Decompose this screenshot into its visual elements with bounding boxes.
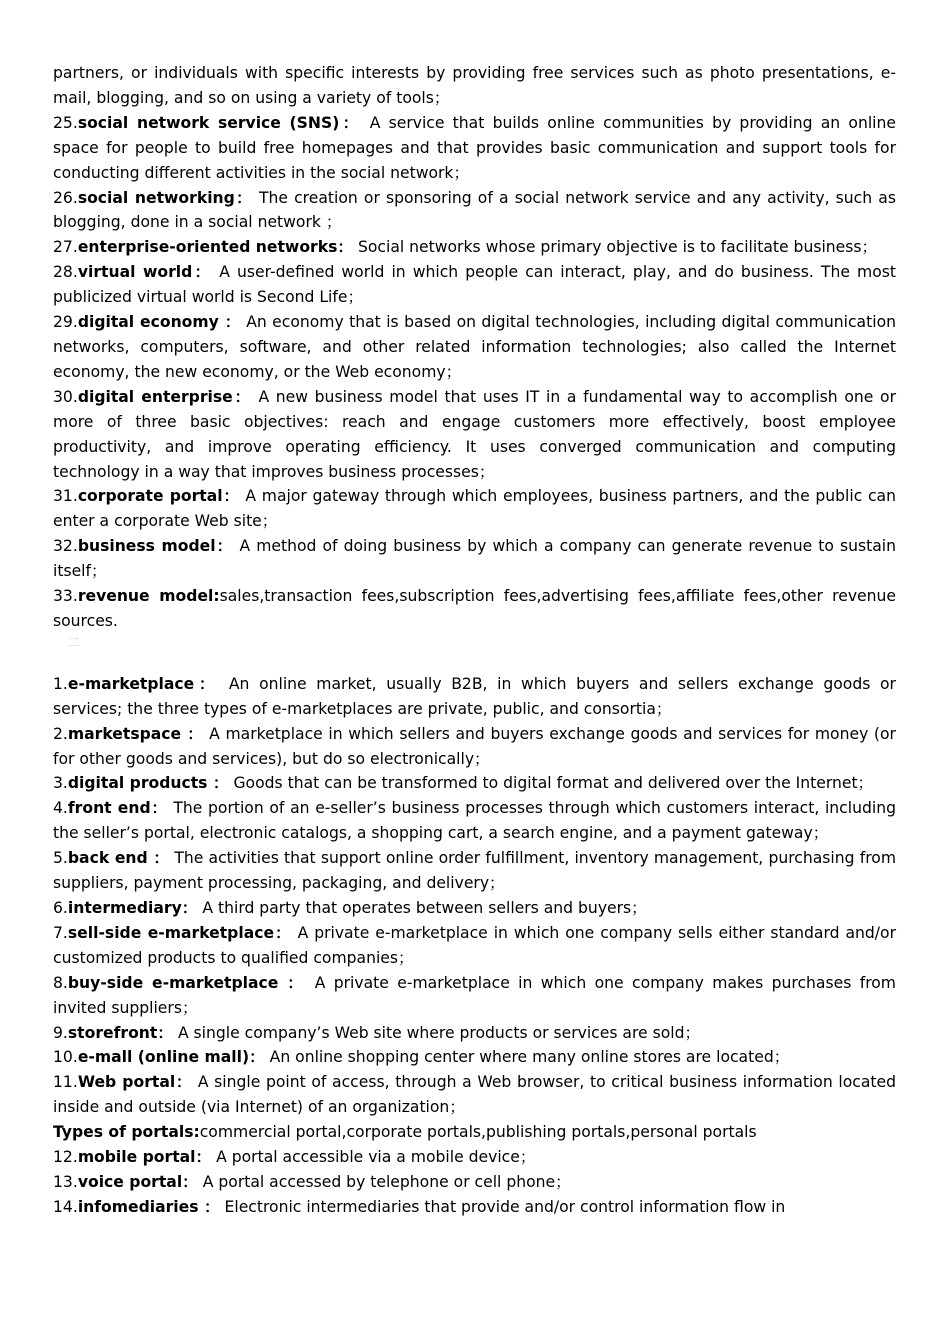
entry-definition: A marketplace in which sellers and buyers exchange goods and services for money (or for other goods and services), but do so electronically； xyxy=(53,724,896,768)
entry-separator: ： xyxy=(234,188,253,207)
entry-definition: An economy that is based on digital technologies, including digital communication networks, computers, software, and other related information technologies; also called the Internet economy, the new economy, or the Web economy； xyxy=(53,313,896,381)
entry-term: social network service (SNS) xyxy=(77,113,340,132)
entry-term: back end xyxy=(67,849,148,868)
entry-definition: A major gateway through which employees, business partners, and the public can enter a corporate Web site； xyxy=(53,487,896,531)
glossary-entry xyxy=(53,385,896,485)
entry-definition: A single company’s Web site where products or services are sold； xyxy=(177,1023,701,1042)
entry-term: mobile portal xyxy=(77,1148,196,1167)
section-two-marker xyxy=(53,634,896,672)
entry-number: 27. xyxy=(53,238,78,257)
glossary-entry xyxy=(53,186,896,236)
entry-definition: A portal accessible via a mobile device； xyxy=(216,1148,536,1167)
glossary-entry xyxy=(53,1170,896,1195)
entry-term: e-mall (online mall) xyxy=(77,1048,250,1067)
entry-separator: ： xyxy=(274,923,292,942)
entry-definition: Goods that can be transformed to digital format and delivered over the Internet； xyxy=(233,774,874,793)
entry-number: 9. xyxy=(53,1023,68,1042)
entry-term: intermediary xyxy=(67,899,182,917)
entry-number: 6. xyxy=(53,899,68,917)
entry-definition: A portal accessed by telephone or cell phone； xyxy=(202,1172,571,1191)
entry-separator: ： xyxy=(337,238,353,257)
entry-separator: ： xyxy=(222,487,240,506)
intro-tail-paragraph: partners, or individuals with specific interests by providing free services such as photo presentations, e-mail, blogging, and so on using a variety of tools； xyxy=(53,64,896,107)
entry-term: front end xyxy=(67,799,151,818)
entry-number: 11. xyxy=(53,1073,78,1092)
entry-number: 31. xyxy=(53,487,78,506)
entry-separator: ： xyxy=(150,799,168,818)
entry-term: business model xyxy=(77,537,216,556)
section-two-heading: 二 xyxy=(67,636,81,651)
glossary-entry xyxy=(53,921,896,971)
entry-definition: A single point of access, through a Web browser, to critical business information located inside and outside (via Internet) of an organization； xyxy=(53,1073,896,1117)
types-of-portals-entry xyxy=(53,1120,896,1145)
glossary-entry xyxy=(53,672,896,722)
entry-number: 14. xyxy=(53,1197,78,1216)
entry-term: social networking xyxy=(77,188,235,207)
glossary-entry xyxy=(53,1021,896,1046)
entry-separator: ： xyxy=(192,263,213,282)
glossary-entry xyxy=(53,484,896,534)
glossary-entry xyxy=(53,846,896,896)
types-of-portals-definition: commercial portal,corporate portals,publishing portals,personal portals xyxy=(199,1123,757,1142)
entry-number: 26. xyxy=(53,188,78,207)
glossary-entry xyxy=(53,1145,896,1170)
entry-definition: Social networks whose primary objective is to facilitate business； xyxy=(357,238,878,257)
entry-separator: ： xyxy=(215,537,234,556)
entry-separator: ： xyxy=(278,973,307,992)
entry-definition: An online shopping center where many online stores are located； xyxy=(269,1048,790,1067)
entry-separator: ： xyxy=(194,674,220,693)
entry-number: 32. xyxy=(53,537,78,556)
document-page xyxy=(53,61,896,1220)
entry-definition: sales,transaction fees,subscription fees,advertising fees,affiliate fees,other revenue sources. xyxy=(53,587,897,630)
glossary-entry xyxy=(53,111,896,186)
entry-separator: ： xyxy=(249,1048,265,1067)
entry-number: 2. xyxy=(53,724,68,743)
entry-term: Web portal xyxy=(77,1073,176,1092)
entry-separator: ： xyxy=(207,774,229,793)
section-one-glossary xyxy=(53,111,896,634)
entry-definition: A service that builds online communities by providing an online space for people to build free homepages and that provides basic communication and support tools for conducting different activities in the social network； xyxy=(53,113,896,182)
glossary-entry xyxy=(53,1195,896,1220)
entry-term: marketspace xyxy=(67,724,182,743)
entry-separator: ： xyxy=(175,1073,193,1092)
entry-separator: ： xyxy=(157,1023,173,1042)
entry-number: 12. xyxy=(53,1148,78,1167)
entry-term: revenue model: xyxy=(77,587,220,606)
entry-separator: ： xyxy=(147,849,170,868)
entry-separator: ： xyxy=(181,899,198,917)
entry-term: sell-side e-marketplace xyxy=(67,923,275,942)
section-two-glossary xyxy=(53,672,896,1120)
entry-separator: ： xyxy=(181,724,204,743)
entry-term: voice portal xyxy=(77,1172,183,1191)
entry-definition: The creation or sponsoring of a social network service and any activity, such as blogging, done in a social network ； xyxy=(53,188,896,232)
glossary-entry xyxy=(53,584,896,634)
entry-definition: The activities that support online order fulfillment, inventory management, purchasing from suppliers, payment processing, packaging, and delivery； xyxy=(53,849,897,893)
glossary-entry xyxy=(53,235,896,260)
entry-term: corporate portal xyxy=(77,487,223,506)
entry-definition: A private e-marketplace in which one company sells either standard and/or customized products to qualified companies； xyxy=(53,923,897,967)
glossary-entry xyxy=(53,896,896,921)
entry-definition: A user-defined world in which people can interact, play, and do business. The most publicized virtual world is Second Life； xyxy=(53,263,896,307)
entry-term: storefront xyxy=(67,1023,158,1042)
entry-number: 33. xyxy=(53,587,78,606)
entry-definition: A private e-marketplace in which one company makes purchases from invited suppliers； xyxy=(53,973,897,1017)
entry-definition: Electronic intermediaries that provide and/or control information flow in xyxy=(224,1197,786,1216)
entry-definition: A third party that operates between sellers and buyers； xyxy=(202,899,647,917)
types-of-portals-term: Types of portals: xyxy=(53,1123,200,1142)
entry-number: 30. xyxy=(53,387,78,406)
entry-term: e-marketplace xyxy=(67,674,195,693)
glossary-entry xyxy=(53,971,896,1021)
entry-term: digital products xyxy=(67,774,208,793)
entry-number: 5. xyxy=(53,849,68,868)
glossary-entry xyxy=(53,722,896,772)
glossary-entry xyxy=(53,310,896,385)
entry-term: digital enterprise xyxy=(77,387,233,406)
entry-term: digital economy xyxy=(77,313,219,332)
entry-definition: The portion of an e-seller’s business processes through which customers interact, including the seller’s portal, electronic catalogs, a shopping cart, a search engine, and a payment gateway； xyxy=(53,799,896,843)
entry-definition: An online market, usually B2B, in which buyers and sellers exchange goods or services; the three types of e-marketplaces are private, public, and consortia； xyxy=(53,674,896,718)
entry-term: buy-side e-marketplace xyxy=(67,973,279,992)
glossary-entry xyxy=(53,534,896,584)
entry-number: 4. xyxy=(53,799,68,818)
entry-separator: ： xyxy=(195,1148,212,1167)
entry-number: 10. xyxy=(53,1048,78,1067)
entry-number: 29. xyxy=(53,313,78,332)
entry-number: 13. xyxy=(53,1172,78,1191)
entry-separator: ： xyxy=(182,1172,198,1191)
glossary-entry xyxy=(53,1045,896,1070)
entry-definition: A new business model that uses IT in a fundamental way to accomplish one or more of three basic objectives: reach and engage customers more effectively, boost employee productivity, and improve operating efficiency. It uses converged communication and computing technology in a way that improves business processes； xyxy=(53,387,896,481)
entry-term: virtual world xyxy=(77,263,193,282)
entry-number: 7. xyxy=(53,923,68,942)
entry-number: 1. xyxy=(53,674,68,693)
entry-separator: ： xyxy=(339,113,362,132)
entry-separator: ： xyxy=(232,387,252,406)
entry-number: 28. xyxy=(53,263,78,282)
entry-separator: ： xyxy=(218,313,241,332)
glossary-entry xyxy=(53,771,896,796)
glossary-entry xyxy=(53,796,896,846)
entry-number: 8. xyxy=(53,973,68,992)
entry-separator: ： xyxy=(198,1197,220,1216)
entry-number: 3. xyxy=(53,774,68,793)
entry-term: infomediaries xyxy=(77,1197,199,1216)
glossary-entry xyxy=(53,260,896,310)
glossary-entry xyxy=(53,1070,896,1120)
entry-definition: A method of doing business by which a company can generate revenue to sustain itself； xyxy=(53,537,896,581)
entry-term: enterprise-oriented networks xyxy=(77,238,338,257)
section-two-glossary-continued xyxy=(53,1145,896,1220)
entry-number: 25. xyxy=(53,113,78,132)
